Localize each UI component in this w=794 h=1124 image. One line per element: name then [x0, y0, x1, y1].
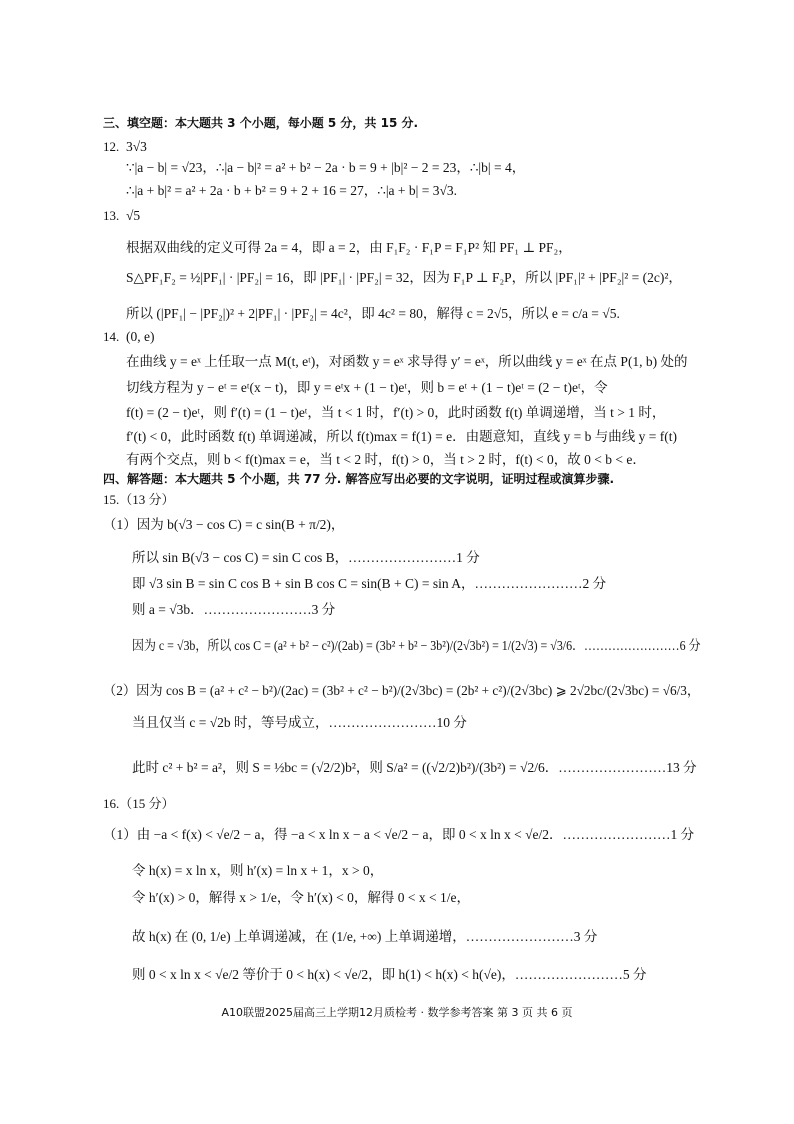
- section-3-heading: 三、填空题：本大题共 3 个小题，每小题 5 分，共 15 分.: [103, 116, 419, 130]
- q16-line-2: 令 h(x) = x ln x，则 h′(x) = ln x + 1，x > 0，: [132, 863, 384, 878]
- q14-answer: (0, e): [126, 329, 155, 344]
- q16-line-4: 故 h(x) 在 (0, 1/e) 上单调递减，在 (1/e, +∞) 上单调递增，……………………3 分: [132, 929, 598, 944]
- q13-answer: √5: [126, 208, 141, 223]
- q14-line-1: 在曲线 y = eˣ 上任取一点 M(t, eᵗ)，对函数 y = eˣ 求导得 y′ = eˣ，所以曲线 y = eˣ 在点 P(1, b) 处的: [126, 354, 688, 369]
- q13-line-2: S△PF₁F₂ = ½|PF₁| · |PF₂| = 16，即 |PF₁| · |PF₂| = 32，因为 F₁P ⊥ F₂P，所以 |PF₁|² + |PF₂|² = (2c)²，: [126, 270, 682, 285]
- q16-line-1: （1）由 −a < f(x) < √e/2 − a，得 −a < x ln x − a < √e/2 − a，即 0 < x ln x < √e/2．……………………1 分: [103, 827, 695, 842]
- section-4-heading: 四、解答题：本大题共 5 个小题，共 77 分. 解答应写出必要的文字说明，证明过程或演算步骤.: [103, 472, 615, 486]
- q14-number: 14.: [103, 329, 120, 344]
- q15-line-1: （1）因为 b(√3 − cos C) = c sin(B + π/2)，: [103, 517, 345, 532]
- page-footer: A10联盟2025届高三上学期12月质检考 · 数学参考答案 第 3 页 共 6 页: [221, 1006, 573, 1019]
- q16-line-5: 则 0 < x ln x < √e/2 等价于 0 < h(x) < √e/2，即 h(1) < h(x) < h(√e)，……………………5 分: [132, 967, 647, 982]
- q15-number: 15.（13 分）: [103, 492, 175, 507]
- q13-line-1: 根据双曲线的定义可得 2a = 4，即 a = 2，由 F₁F₂ · F₁P = F₁P² 知 PF₁ ⊥ PF₂，: [126, 240, 572, 255]
- q15-line-7: 当且仅当 c = √2b 时，等号成立，……………………10 分: [132, 715, 467, 730]
- q15-line-3: 即 √3 sin B = sin C cos B + sin B cos C = sin(B + C) = sin A，……………………2 分: [132, 576, 607, 591]
- q16-number: 16.（15 分）: [103, 796, 175, 811]
- q15-line-8: 此时 c² + b² = a²，则 S = ½bc = (√2/2)b²，则 S/a² = ((√2/2)b²)/(3b²) = √2/6．……………………13 分: [132, 760, 697, 775]
- q12-line-1: ∵|a − b| = √23，∴|a − b|² = a² + b² − 2a · b = 9 + |b|² − 2 = 23，∴|b| = 4，: [126, 160, 526, 175]
- q12-line-2: ∴|a + b|² = a² + 2a · b + b² = 9 + 2 + 16 = 27，∴|a + b| = 3√3.: [126, 183, 458, 198]
- q15-line-6: （2）因为 cos B = (a² + c² − b²)/(2ac) = (3b² + c² − b²)/(2√3bc) = (2b² + c²)/(2√3bc) ⩾ 2√2bc/(2√3bc) = √6/3，: [103, 683, 701, 698]
- q13-number: 13.: [103, 208, 120, 223]
- q12-number: 12.: [103, 139, 120, 154]
- q15-line-5: 因为 c = √3b，所以 cos C = (a² + b² − c²)/(2ab) = (3b² + b² − 3b²)/(2√3b²) = 1/(2√3) = √3/6．……………………6 分: [132, 638, 701, 653]
- q13-line-3: 所以 (|PF₁| − |PF₂|)² + 2|PF₁| · |PF₂| = 4c²，即 4c² = 80，解得 c = 2√5，所以 e = c/a = √5.: [126, 306, 620, 321]
- q15-line-4: 则 a = √3b．……………………3 分: [132, 602, 336, 617]
- q14-line-3: f(t) = (2 − t)eᵗ，则 f′(t) = (1 − t)eᵗ，当 t < 1 时，f′(t) > 0，此时函数 f(t) 单调递增，当 t > 1 时，: [126, 405, 666, 420]
- q14-line-4: f′(t) < 0，此时函数 f(t) 单调递减，所以 f(t)max = f(1) = e．由题意知，直线 y = b 与曲线 y = f(t): [126, 429, 677, 444]
- q14-line-2: 切线方程为 y − eᵗ = eᵗ(x − t)，即 y = eᵗx + (1 − t)eᵗ，则 b = eᵗ + (1 − t)eᵗ = (2 − t)eᵗ，令: [126, 380, 608, 395]
- q16-line-3: 令 h′(x) > 0，解得 x > 1/e，令 h′(x) < 0，解得 0 < x < 1/e，: [132, 890, 470, 905]
- q14-line-5: 有两个交点，则 b < f(t)max = e，当 t < 2 时，f(t) > 0，当 t > 2 时，f(t) < 0，故 0 < b < e．: [126, 452, 646, 467]
- q12-answer: 3√3: [126, 139, 147, 154]
- q15-line-2: 所以 sin B(√3 − cos C) = sin C cos B，……………………1 分: [132, 550, 480, 565]
